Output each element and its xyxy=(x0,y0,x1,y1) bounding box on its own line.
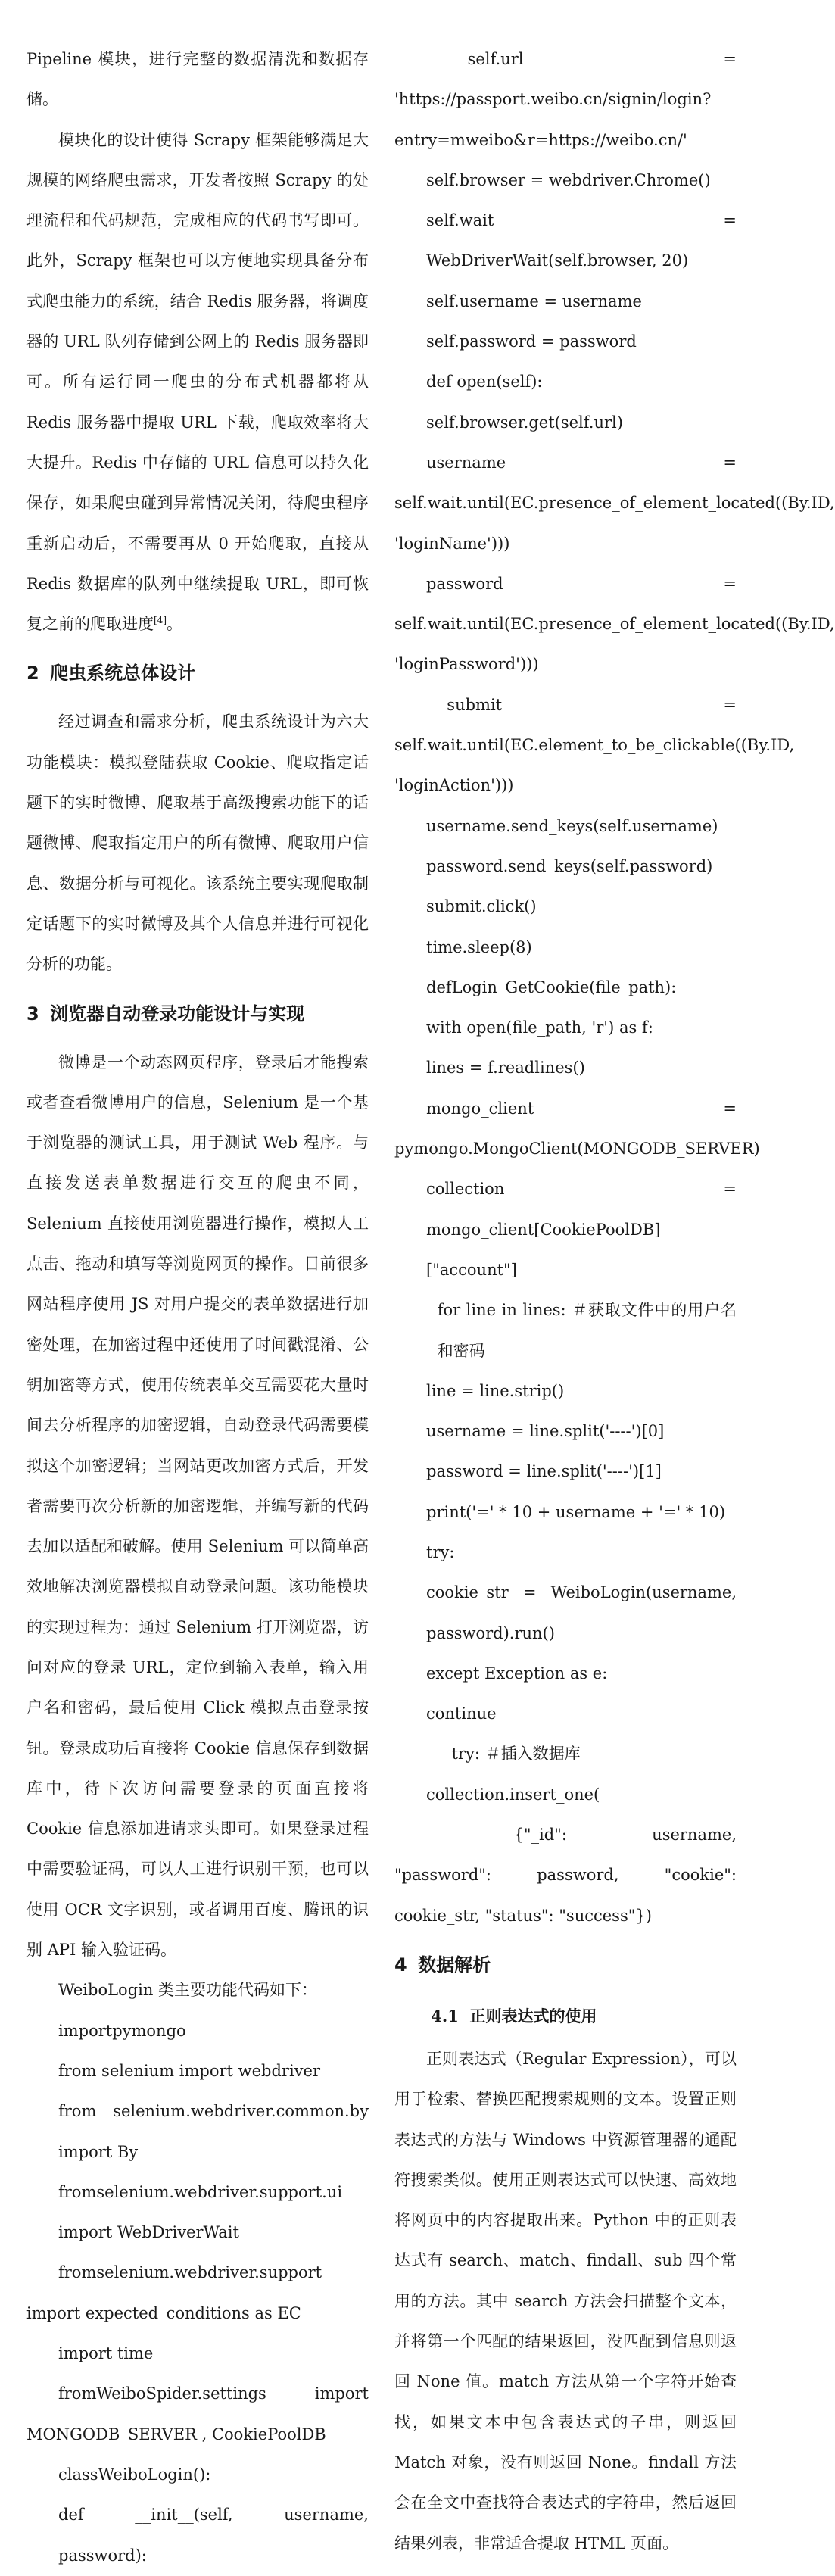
paragraph-system-design: 经过调查和需求分析，爬虫系统设计为六大功能模块：模拟登陆获取 Cookie、爬取指定话题下的实时微博、爬取基于高级搜索功能下的话题微博、爬取指定用户的所有微博、爬取用户信息、数据分析与可视化。该系统主要实现爬取制定话题下的实时微博及其个人信息并进行可视化分析的功能。 xyxy=(26,713,369,974)
code-line: self.browser.get(self.url) xyxy=(426,413,623,432)
code-line: collection.insert_one( xyxy=(426,1785,600,1804)
section-number: 2 xyxy=(26,663,39,685)
code-line: def open(self): xyxy=(426,373,543,391)
code-line: from selenium import webdriver xyxy=(58,2061,320,2080)
code-line: username = self.wait.until(EC.presence_of_element_located((By.ID, 'loginName'))) xyxy=(394,453,835,553)
code-line: try: ＃插入数据库 xyxy=(451,1745,581,1764)
code-line: username.send_keys(self.username) xyxy=(426,816,718,835)
code-line: self.password = password xyxy=(426,332,637,351)
subsection-heading-4-1 xyxy=(394,1994,737,2039)
code-line: mongo_client = pymongo.MongoClient(MONGODB_SERVER) xyxy=(394,1099,760,1159)
code-line: submit = self.wait.until(EC.element_to_be_clickable((By.ID, 'loginAction'))) xyxy=(394,695,795,795)
code-line: self.browser = webdriver.Chrome() xyxy=(426,170,711,189)
section-title: 浏览器自动登录功能设计与实现 xyxy=(50,1003,305,1024)
code-line: with open(file_path, 'r') as f: xyxy=(426,1018,653,1037)
code-line: username = line.split('----')[0] xyxy=(426,1422,665,1441)
code-line: password.send_keys(self.password) xyxy=(426,856,713,875)
code-line: password = line.split('----')[1] xyxy=(426,1462,662,1481)
code-line: fromWeiboSpider.settings import MONGODB_SERVER , CookiePoolDB xyxy=(26,2384,369,2443)
code-line: except Exception as e: xyxy=(426,1664,608,1683)
section-heading-4 xyxy=(394,1936,737,1994)
code-line: collection = mongo_client[CookiePoolDB]["account"] xyxy=(426,1180,737,1279)
code-line: self.username = username xyxy=(426,292,642,310)
code-line: fromselenium.webdriver.support import expected_conditions as EC xyxy=(26,2263,322,2322)
paragraph-selenium: 微博是一个动态网页程序，登录后才能搜索或者查看微博用户的信息，Selenium 是一个基于浏览器的测试工具，用于测试 Web 程序。与直接发送表单数据进行交互的爬虫不同，Selenium 直接使用浏览器进行操作，模拟人工点击、拖动和填写等浏览网页的操作。目前很多网站程序使用 JS 对用户提交的表单数据进行加密处理，在加密过程中还使用了时间戳混淆、公钥加密等方式，使用传统表单交互需要花大量时间去分析程序的加密逻辑，自动登录代码需要模拟这个加密逻辑；当网站更改加密方式后，开发者需要再次分析新的加密逻辑，并编写新的代码去加以适配和破解。使用 Selenium 可以简单高效地解决浏览器模拟自动登录问题。该功能模块的实现过程为：通过 Selenium 打开浏览器，访问对应的登录 URL，定位到输入表单，输入用户名和密码，最后使用 Click 模拟点击登录按钮。登录成功后直接将 Cookie 信息保存到数据库中，待下次访问需要登录的页面直接将 Cookie 信息添加进请求头即可。如果登录过程中需要验证码，可以人工进行识别干预，也可以使用 OCR 文字识别，或者调用百度、腾讯的识别 API 输入验证码。 xyxy=(26,1053,369,1960)
section-heading-2 xyxy=(26,644,369,702)
code-line: password = self.wait.until(EC.presence_of_element_located((By.ID, 'loginPassword'))) xyxy=(394,574,835,674)
code-line: importpymongo xyxy=(58,2021,186,2040)
paragraph-pipeline: Pipeline 模块，进行完整的数据清洗和数据存储。 xyxy=(26,50,369,109)
section-title: 数据解析 xyxy=(418,1954,491,1976)
code-line: for line in lines: ＃获取文件中的用户名和密码 xyxy=(437,1301,737,1360)
code-line: {"_id": username, "password": password, "cookie": cookie_str, "status": "success"}) xyxy=(394,1826,737,1925)
code-line: self.url = 'https://passport.weibo.cn/signin/login?entry=mweibo&r=https://weibo.cn/' xyxy=(394,50,737,149)
section-heading-3 xyxy=(26,985,369,1043)
code-line: time.sleep(8) xyxy=(426,937,532,956)
section-title: 爬虫系统总体设计 xyxy=(50,663,196,685)
code-line: defLogin_GetCookie(file_path): xyxy=(426,978,677,996)
left-column xyxy=(26,39,369,2576)
paragraph-scrapy-modular xyxy=(26,120,369,645)
code-line: continue xyxy=(426,1704,497,1723)
citation-ref: [4] xyxy=(154,615,167,626)
code-line: lines = f.readlines() xyxy=(426,1059,585,1077)
code-line: from selenium.webdriver.common.by import By xyxy=(58,2102,369,2161)
code-line: print('=' * 10 + username + '=' * 10) xyxy=(426,1502,726,1521)
code-line: submit.click() xyxy=(426,897,537,916)
subsection-title: 正则表达式的使用 xyxy=(469,2006,597,2026)
code-line: import time xyxy=(58,2344,154,2363)
code-line: line = line.strip() xyxy=(426,1381,565,1400)
subsection-number: 4.1 xyxy=(431,2006,459,2026)
code-line: classWeiboLogin(): xyxy=(58,2465,211,2484)
paragraph-scrapy-tail: 。 xyxy=(167,615,182,634)
right-column xyxy=(394,39,835,2564)
section-number: 4 xyxy=(394,1954,407,1976)
code-line: fromselenium.webdriver.support.ui import WebDriverWait xyxy=(58,2182,343,2242)
paragraph-scrapy-text: 模块化的设计使得 Scrapy 框架能够满足大规模的网络爬虫需求，开发者按照 Scrapy 的处理流程和代码规范，完成相应的代码书写即可。此外，Scrapy 框架也可以方便地实现具备分布式爬虫能力的系统，结合 Redis 服务器，将调度器的 URL 队列存储到公网上的 Redis 服务器即可。所有运行同一爬虫的分布式机器都将从 Redis 服务器中提取 URL 下载，爬取效率将大大提升。Redis 中存储的 URL 信息可以持久化保存，如果爬虫碰到异常情况关闭，待爬虫程序重新启动后，不需要再从 0 开始爬取，直接从 Redis 数据库的队列中继续提取 URL，即可恢复之前的爬取进度 xyxy=(26,130,369,634)
paragraph-regex: 正则表达式（Regular Expression），可以用于检索、替换匹配搜索规则的文本。设置正则表达式的方法与 Windows 中资源管理器的通配符搜索类似。使用正则表达式可以快速、高效地将网页中的内容提取出来。Python 中的正则表达式有 search、match、findall、sub 四个常用的方法。其中 search 方法会扫描整个文本，并将第一个匹配的结果返回，没匹配到信息则返回 None 值。match 方法从第一个字符开始查找，如果文本中包含表达式的子串，则返回 Match 对象，没有则返回 None。findall 方法会在全文中查找符合表达式的字符串，然后返回结果列表，非常适合提取 HTML 页面。 xyxy=(394,2049,737,2553)
code-line: cookie_str = WeiboLogin(username, password).run() xyxy=(426,1583,737,1642)
code-line: self.wait = WebDriverWait(self.browser, 20) xyxy=(426,211,737,270)
section-number: 3 xyxy=(26,1003,39,1024)
code-line: try: xyxy=(426,1542,455,1561)
paragraph-code-intro: WeiboLogin 类主要功能代码如下： xyxy=(58,1981,318,2000)
code-line: def __init__(self, username, password): xyxy=(58,2506,369,2565)
